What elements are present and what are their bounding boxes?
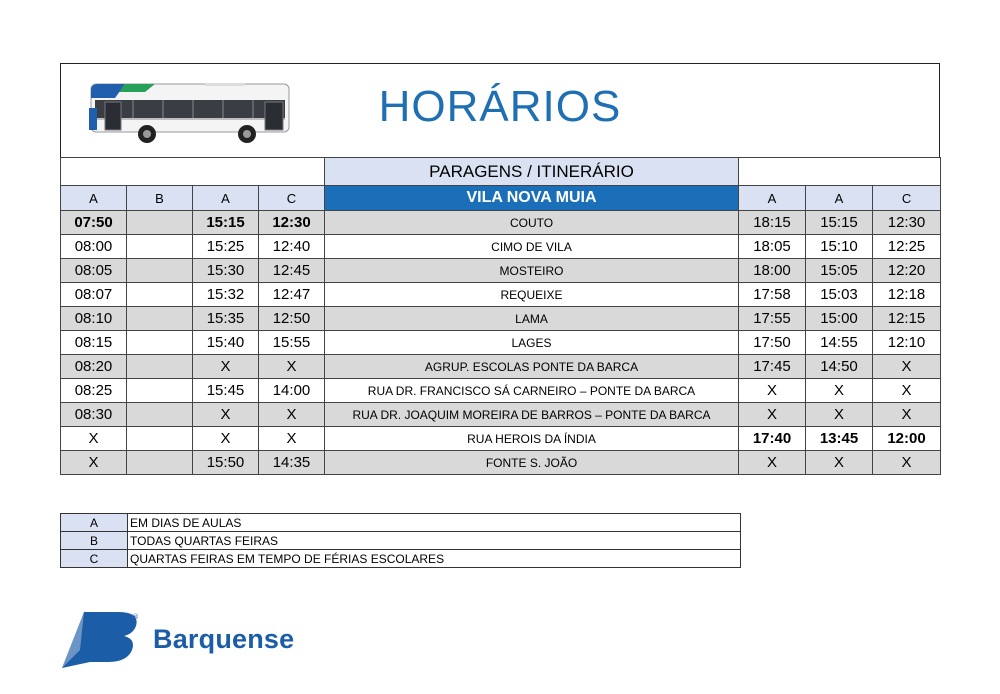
svg-text:®: ® xyxy=(132,613,139,621)
time-cell: X xyxy=(873,355,941,379)
time-cell: 15:15 xyxy=(806,211,873,235)
table-row xyxy=(61,355,941,379)
col-header: B xyxy=(127,186,193,211)
time-cell: 15:55 xyxy=(259,331,325,355)
schedule-sheet xyxy=(60,63,940,475)
time-cell: X xyxy=(739,451,806,475)
stop-name: LAMA xyxy=(325,307,739,331)
stop-name: MOSTEIRO xyxy=(325,259,739,283)
schedule-table xyxy=(60,157,941,475)
time-cell: 08:20 xyxy=(61,355,127,379)
time-cell: X xyxy=(193,403,259,427)
legend-row xyxy=(61,514,741,532)
time-cell xyxy=(127,451,193,475)
time-cell: 18:00 xyxy=(739,259,806,283)
time-cell: 17:58 xyxy=(739,283,806,307)
time-cell xyxy=(127,307,193,331)
time-cell: 15:00 xyxy=(806,307,873,331)
table-row xyxy=(61,451,941,475)
col-header: A xyxy=(739,186,806,211)
time-cell: 18:05 xyxy=(739,235,806,259)
time-cell: 15:32 xyxy=(193,283,259,307)
table-row xyxy=(61,331,941,355)
time-cell: 12:10 xyxy=(873,331,941,355)
time-cell xyxy=(127,211,193,235)
legend-text: QUARTAS FEIRAS EM TEMPO DE FÉRIAS ESCOLARES xyxy=(128,550,741,568)
stop-name: REQUEIXE xyxy=(325,283,739,307)
time-cell: 15:25 xyxy=(193,235,259,259)
time-cell: X xyxy=(259,355,325,379)
route-name: VILA NOVA MUIA xyxy=(325,186,739,211)
table-row xyxy=(61,259,941,283)
time-cell: 12:18 xyxy=(873,283,941,307)
time-cell: 12:45 xyxy=(259,259,325,283)
time-cell xyxy=(127,259,193,283)
time-cell: X xyxy=(193,427,259,451)
time-cell: X xyxy=(193,355,259,379)
time-cell: X xyxy=(806,379,873,403)
time-cell: 15:30 xyxy=(193,259,259,283)
time-cell xyxy=(127,355,193,379)
time-cell: 14:55 xyxy=(806,331,873,355)
time-cell: X xyxy=(259,403,325,427)
time-cell: 12:30 xyxy=(259,211,325,235)
brand-name: Barquense xyxy=(153,624,295,654)
stop-name: LAGES xyxy=(325,331,739,355)
blank-header-left xyxy=(61,158,325,186)
time-cell: 12:15 xyxy=(873,307,941,331)
time-cell: 08:07 xyxy=(61,283,127,307)
blank-header-right xyxy=(739,158,941,186)
table-row xyxy=(61,403,941,427)
time-cell: 15:15 xyxy=(193,211,259,235)
time-cell: X xyxy=(873,451,941,475)
time-cell xyxy=(127,427,193,451)
time-cell: 14:00 xyxy=(259,379,325,403)
column-header-row xyxy=(61,186,941,211)
time-cell: 15:45 xyxy=(193,379,259,403)
time-cell: 15:50 xyxy=(193,451,259,475)
time-cell: 12:20 xyxy=(873,259,941,283)
time-cell xyxy=(127,235,193,259)
table-row xyxy=(61,211,941,235)
schedule-rows xyxy=(61,211,941,475)
time-cell: 14:35 xyxy=(259,451,325,475)
time-cell: 18:15 xyxy=(739,211,806,235)
time-cell: 15:35 xyxy=(193,307,259,331)
time-cell: 17:40 xyxy=(739,427,806,451)
table-row xyxy=(61,235,941,259)
table-row xyxy=(61,283,941,307)
time-cell xyxy=(127,379,193,403)
stop-name: RUA DR. FRANCISCO SÁ CARNEIRO – PONTE DA BARCA xyxy=(325,379,739,403)
time-cell: 17:50 xyxy=(739,331,806,355)
time-cell xyxy=(127,331,193,355)
time-cell: 12:25 xyxy=(873,235,941,259)
time-cell: 08:15 xyxy=(61,331,127,355)
stop-name: CIMO DE VILA xyxy=(325,235,739,259)
time-cell: 07:50 xyxy=(61,211,127,235)
table-row xyxy=(61,427,941,451)
time-cell: 15:03 xyxy=(806,283,873,307)
time-cell: 14:50 xyxy=(806,355,873,379)
table-row xyxy=(61,379,941,403)
stop-name: RUA DR. JOAQUIM MOREIRA DE BARROS – PONTE DA BARCA xyxy=(325,403,739,427)
header-box xyxy=(60,63,940,157)
time-cell: 15:40 xyxy=(193,331,259,355)
route-header: PARAGENS / ITINERÁRIO xyxy=(325,158,739,186)
legend-text: EM DIAS DE AULAS xyxy=(128,514,741,532)
legend-key: C xyxy=(61,550,128,568)
time-cell: 08:00 xyxy=(61,235,127,259)
stop-name: AGRUP. ESCOLAS PONTE DA BARCA xyxy=(325,355,739,379)
time-cell: X xyxy=(873,403,941,427)
stop-name: RUA HEROIS DA ÍNDIA xyxy=(325,427,739,451)
time-cell: 08:30 xyxy=(61,403,127,427)
time-cell: X xyxy=(259,427,325,451)
time-cell: 08:05 xyxy=(61,259,127,283)
time-cell: 12:50 xyxy=(259,307,325,331)
col-header: C xyxy=(259,186,325,211)
legend-row xyxy=(61,550,741,568)
legend-key: B xyxy=(61,532,128,550)
time-cell: 08:25 xyxy=(61,379,127,403)
time-cell: 17:55 xyxy=(739,307,806,331)
page-title: HORÁRIOS xyxy=(378,82,622,131)
time-cell: 15:05 xyxy=(806,259,873,283)
stop-name: COUTO xyxy=(325,211,739,235)
time-cell: X xyxy=(806,451,873,475)
time-cell: 12:30 xyxy=(873,211,941,235)
legend-table xyxy=(60,513,741,568)
time-cell: X xyxy=(739,403,806,427)
time-cell: 08:10 xyxy=(61,307,127,331)
time-cell: 12:00 xyxy=(873,427,941,451)
col-header: A xyxy=(61,186,127,211)
time-cell: 12:40 xyxy=(259,235,325,259)
time-cell: 13:45 xyxy=(806,427,873,451)
col-header: C xyxy=(873,186,941,211)
time-cell: 12:47 xyxy=(259,283,325,307)
legend-key: A xyxy=(61,514,128,532)
route-header-row xyxy=(61,158,941,186)
table-row xyxy=(61,307,941,331)
legend-row xyxy=(61,532,741,550)
col-header: A xyxy=(193,186,259,211)
time-cell: 15:10 xyxy=(806,235,873,259)
time-cell: X xyxy=(873,379,941,403)
time-cell: X xyxy=(739,379,806,403)
time-cell xyxy=(127,283,193,307)
time-cell: 17:45 xyxy=(739,355,806,379)
time-cell: X xyxy=(61,427,127,451)
legend-text: TODAS QUARTAS FEIRAS xyxy=(128,532,741,550)
time-cell: X xyxy=(61,451,127,475)
time-cell: X xyxy=(806,403,873,427)
col-header: A xyxy=(806,186,873,211)
time-cell xyxy=(127,403,193,427)
stop-name: FONTE S. JOÃO xyxy=(325,451,739,475)
